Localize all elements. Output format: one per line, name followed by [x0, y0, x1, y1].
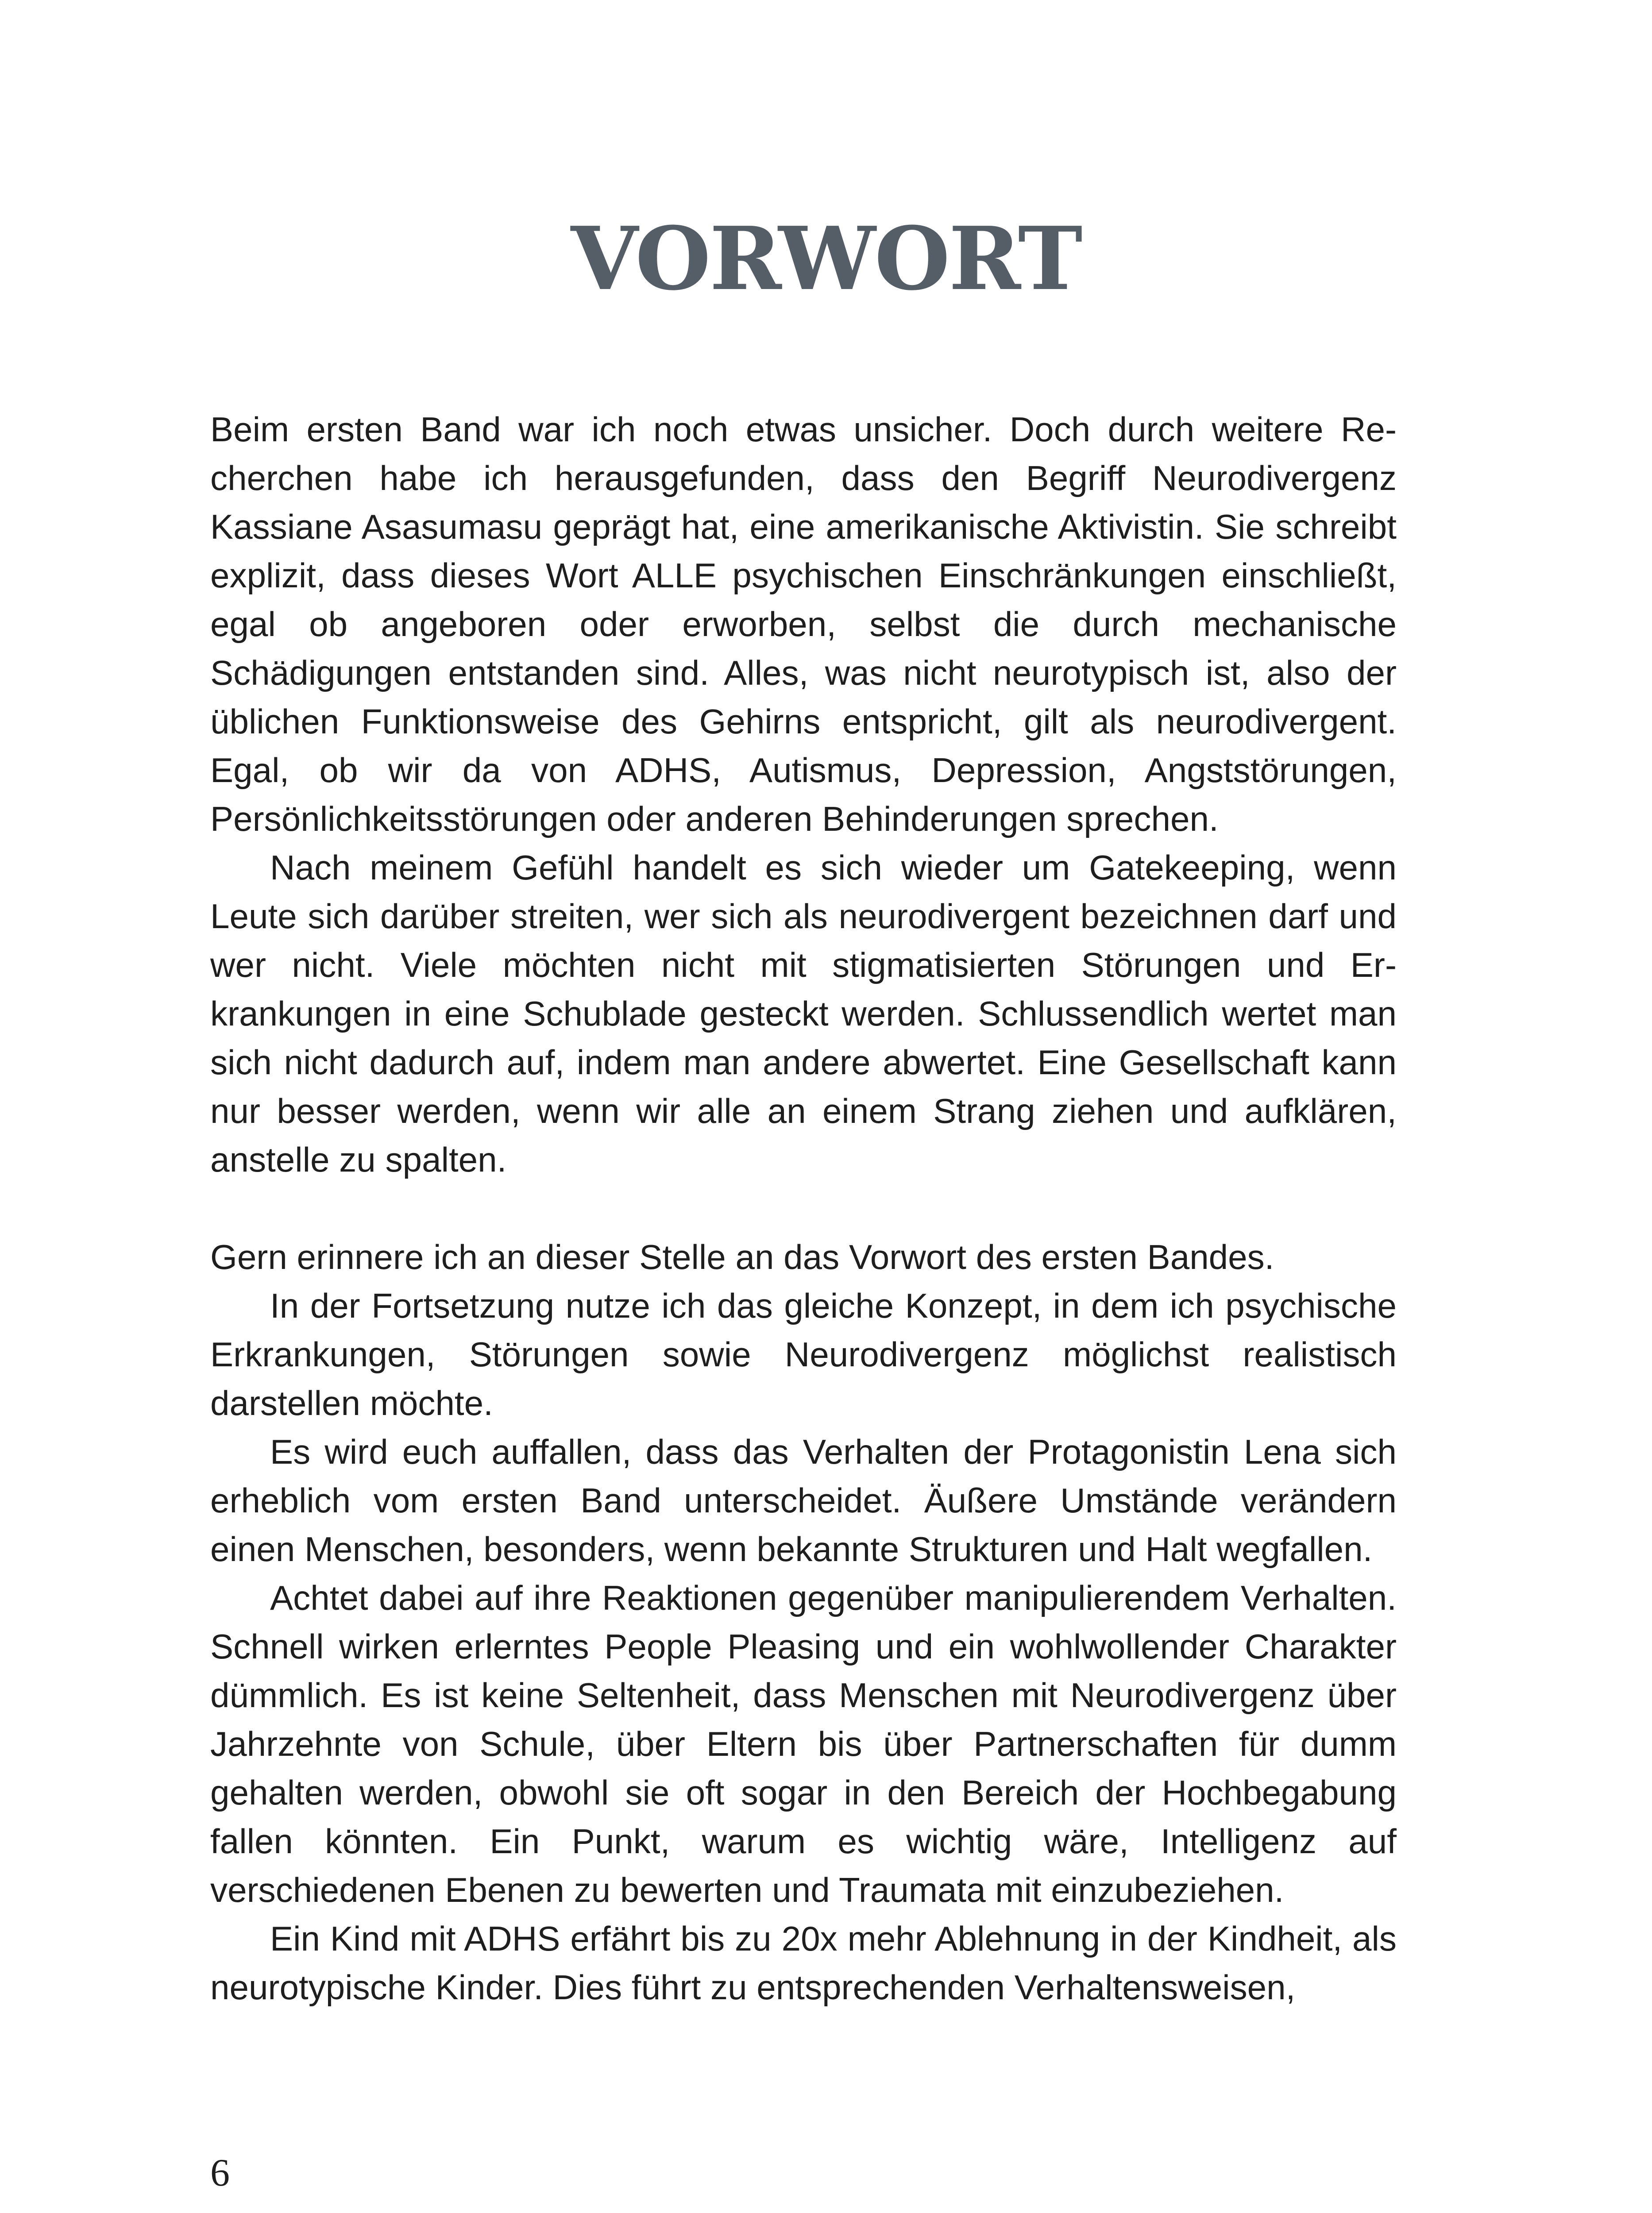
paragraph-3: Gern erinnere ich an dieser Stelle an das Vorwort des ersten Bandes.	[210, 1238, 1274, 1276]
paragraph-2: Nach meinem Gefühl handelt es sich wieder um Gatekeeping, wenn Leute sich darüber streiten, wer sich als neurodivergent bezeichnen darf und wer nicht. Viele möchten nicht mit stigmatisierten Störungen und Erkrankungen in eine Schublade gesteckt werden. Schlussendlich wertet man sich nicht dadurch auf, indem man andere abwertet. Eine Gesellschaft kann nur besser werden, wenn wir alle an einem Strang ziehen und aufklären, anstelle zu spalten.	[210, 848, 1397, 1179]
page-number: 6	[210, 2151, 230, 2194]
paragraph-5: Es wird euch auffallen, dass das Verhalten der Protagonistin Lena sich erheblich vom ersten Band unterscheidet. Äußere Umstände verändern einen Menschen, besonders, wenn bekannte Strukturen und Halt wegfallen.	[210, 1432, 1397, 1569]
chapter-title: VORWORT	[571, 208, 1081, 310]
paragraph-6: Achtet dabei auf ihre Reaktionen gegenüber manipulierendem Verhalten. Schnell wirken erlerntes People Pleasing und ein wohlwollender Charakter dümmlich. Es ist keine Seltenheit, dass Menschen mit Neurodivergenz über Jahrzehnte von Schule, über Eltern bis über Partnerschaften für dumm gehalten werden, obwohl sie oft sogar in den Bereich der Hochbegabung fallen könnten. Ein Punkt, warum es wichtig wäre, Intelligenz auf verschiedenen Ebenen zu bewerten und Traumata mit einzubeziehen.	[210, 1578, 1397, 1909]
page-body	[210, 405, 1397, 2012]
paragraph-7: Ein Kind mit ADHS erfährt bis zu 20x mehr Ablehnung in der Kindheit, als neurotypische Kinder. Dies führt zu entsprechenden Verhaltensweisen,	[210, 1919, 1397, 2007]
paragraph-4: In der Fortsetzung nutze ich das gleiche Konzept, in dem ich psychische Erkrankungen, Störungen sowie Neurodivergenz möglichst realistisch darstellen möchte.	[210, 1286, 1397, 1423]
paragraph-1: Beim ersten Band war ich noch etwas unsicher. Doch durch weitere Recherchen habe ich herausgefunden, dass den Begriff Neurodivergenz Kassiane Asasumasu geprägt hat, eine amerikanische Aktivistin. Sie schreibt explizit, dass dieses Wort ALLE psychischen Einschränkungen einschließt, egal ob angeboren oder erworben, selbst die durch mechanische Schädigungen entstanden sind. Alles, was nicht neurotypisch ist, also der üblichen Funktionsweise des Gehirns entspricht, gilt als neurodivergent. Egal, ob wir da von ADHS, Autismus, Depression, Angststörungen, Persönlichkeitsstörungen oder anderen Behinderungen sprechen.	[210, 410, 1397, 838]
